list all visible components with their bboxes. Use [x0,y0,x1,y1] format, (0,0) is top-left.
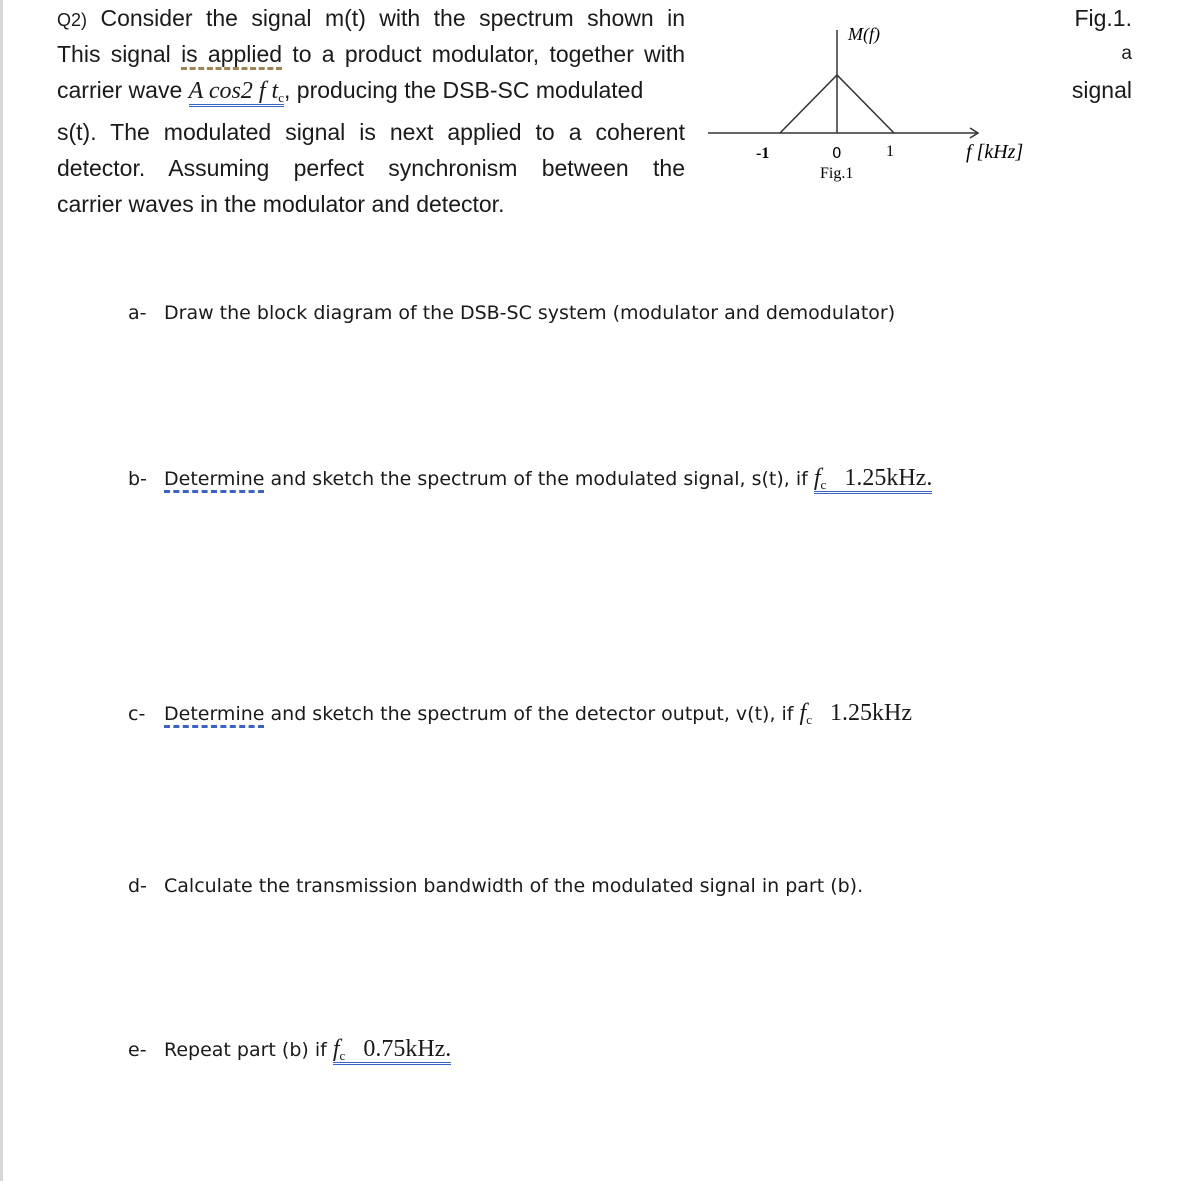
fc-expression: $f_c$ 0.75kHz. [332,1036,452,1063]
part-marker: a- [128,302,147,324]
part-text: and sketch the spectrum of the modulated signal, s(t), if [264,468,814,490]
page-left-border [0,0,3,1181]
fig-reference: Fig.1. [1074,5,1132,31]
part-b [128,465,932,493]
part-a [128,302,895,324]
part-e [128,1036,451,1064]
word-signal: signal [1071,77,1132,103]
part-text: and sketch the spectrum of the detector output, v(t), if [264,703,800,725]
flagged-phrase: is applied [181,41,282,70]
question-line-4: s(t). The modulated signal is next applied to a coherent [57,119,685,145]
question-line-2: This signal is applied to a product modulator, together with [57,36,685,72]
question-line-5: detector. Assuming perfect synchronism between the [57,155,685,181]
part-marker: d- [128,875,147,897]
question-line-3: carrier wave A cos2 f $t_c$, producing the DSB-SC modulated [57,77,644,105]
carrier-expression: A cos2 f $t_c$ [188,78,284,105]
tick-label-pos: 1 [886,143,894,160]
fc-expression: $f_c$ 1.25kHz [799,700,912,727]
part-text: Draw the block diagram of the DSB-SC system (modulator and demodulator) [164,302,896,324]
fc-expression: $f_c$ 1.25kHz. [813,465,933,492]
part-text: Calculate the transmission bandwidth of the modulated signal in part (b). [164,875,864,897]
figure-caption: Fig.1 [820,165,854,182]
word-a: a [1121,43,1132,64]
part-marker: e- [128,1039,147,1061]
part-text: Repeat part (b) if [164,1039,333,1061]
part-d [128,875,863,897]
question-number: Q2) [57,10,88,30]
part-c [128,700,912,728]
tick-label-zero: 0 [832,144,842,162]
flagged-word: Determine [164,468,264,493]
tick-label-neg: -1 [756,145,770,162]
part-marker: b- [128,468,147,490]
part-marker: c- [128,703,146,725]
spectrum-figure [700,10,1050,190]
x-axis-label: f [kHz] [966,141,1024,163]
flagged-word: Determine [164,703,264,728]
question-line-6: carrier waves in the modulator and detector. [57,191,505,217]
question-line-1: Q2) Consider the signal m(t) with the spectrum shown in [57,5,685,31]
y-axis-label: M(f) [848,24,880,44]
